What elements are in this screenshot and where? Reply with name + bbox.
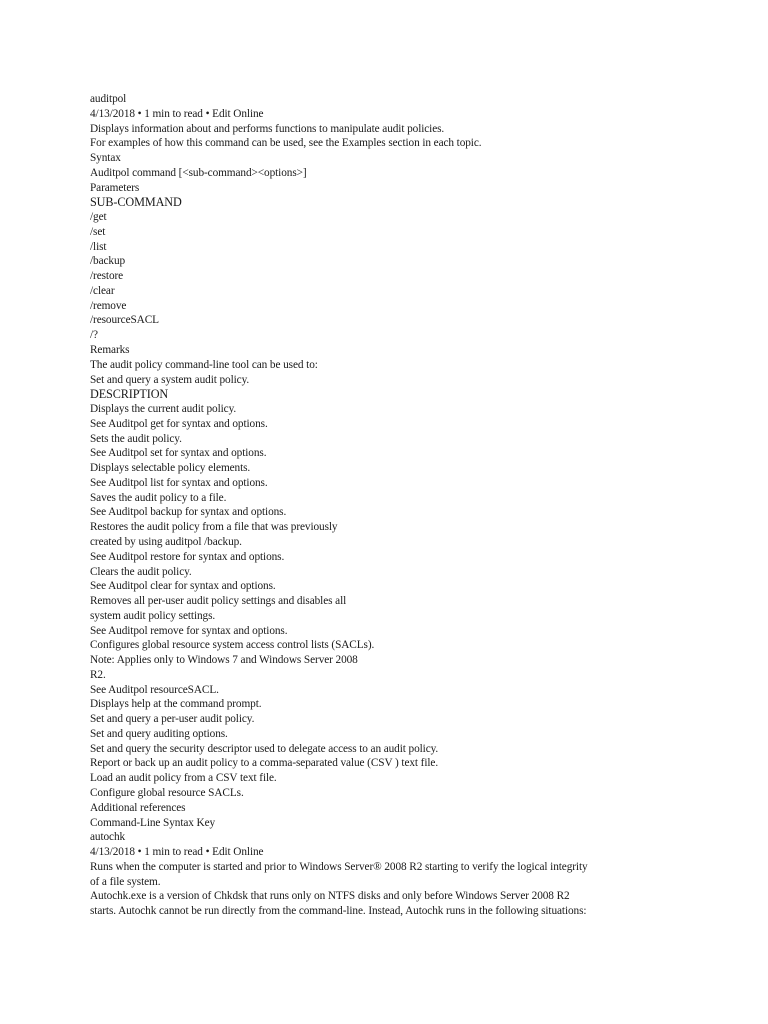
text-line-18: The audit policy command-line tool can be used to: — [90, 358, 318, 371]
text-line-25: Displays selectable policy elements. — [90, 462, 251, 475]
text-line-21: Displays the current audit policy. — [90, 403, 237, 416]
text-line-16: /? — [90, 329, 98, 342]
text-line-41: Displays help at the command prompt. — [90, 698, 262, 711]
text-line-14: /remove — [90, 299, 127, 312]
text-line-28: See Auditpol backup for syntax and options. — [90, 506, 287, 519]
text-line-45: Report or back up an audit policy to a comma-separated value (CSV ) text file. — [90, 757, 439, 770]
text-line-20: DESCRIPTION — [90, 387, 169, 402]
text-line-54: Autochk.exe is a version of Chkdsk that runs only on NTFS disks and only before Windows Server 2008 R2 — [90, 890, 570, 903]
text-line-0: auditpol — [90, 93, 127, 105]
text-line-29: Restores the audit policy from a file that was previously — [90, 521, 338, 534]
text-line-46: Load an audit policy from a CSV text file. — [90, 772, 277, 785]
text-line-7: SUB-COMMAND — [90, 195, 182, 210]
text-line-43: Set and query auditing options. — [90, 727, 228, 740]
text-line-53: of a file system. — [90, 875, 161, 888]
text-line-33: See Auditpol clear for syntax and options. — [90, 580, 276, 593]
text-line-37: Configures global resource system access control lists (SACLs). — [90, 639, 375, 652]
text-line-11: /backup — [90, 255, 126, 268]
text-line-48: Additional references — [90, 801, 186, 814]
text-line-24: See Auditpol set for syntax and options. — [90, 447, 267, 460]
text-line-1: 4/13/2018 • 1 min to read • Edit Online — [90, 107, 264, 120]
text-line-23: Sets the audit policy. — [90, 432, 182, 445]
text-line-19: Set and query a system audit policy. — [90, 373, 250, 386]
text-line-3: For examples of how this command can be used, see the Examples section in each topic. — [90, 137, 482, 150]
document-page — [90, 92, 710, 919]
text-line-36: See Auditpol remove for syntax and options. — [90, 624, 288, 637]
text-line-51: 4/13/2018 • 1 min to read • Edit Online — [90, 846, 264, 859]
text-line-42: Set and query a per-user audit policy. — [90, 713, 255, 726]
text-line-2: Displays information about and performs functions to manipulate audit policies. — [90, 122, 445, 135]
text-line-9: /set — [90, 225, 106, 238]
text-line-22: See Auditpol get for syntax and options. — [90, 417, 268, 430]
text-line-17: Remarks — [90, 344, 130, 357]
text-line-12: /restore — [90, 270, 124, 283]
text-line-15: /resourceSACL — [90, 314, 159, 327]
text-line-47: Configure global resource SACLs. — [90, 786, 244, 799]
text-line-26: See Auditpol list for syntax and options. — [90, 476, 268, 489]
text-line-30: created by using auditpol /backup. — [90, 535, 242, 548]
text-line-40: See Auditpol resourceSACL. — [90, 683, 219, 696]
text-line-32: Clears the audit policy. — [90, 565, 192, 578]
text-line-52: Runs when the computer is started and prior to Windows Server® 2008 R2 starting to verify the logical integrity — [90, 860, 588, 873]
text-line-10: /list — [90, 240, 107, 253]
text-line-6: Parameters — [90, 181, 140, 194]
text-line-31: See Auditpol restore for syntax and options. — [90, 550, 285, 563]
text-line-8: /get — [90, 211, 107, 224]
text-line-13: /clear — [90, 284, 115, 297]
text-line-55: starts. Autochk cannot be run directly from the command-line. Instead, Autochk runs in the following situations: — [90, 905, 587, 918]
text-line-27: Saves the audit policy to a file. — [90, 491, 227, 504]
text-line-4: Syntax — [90, 152, 121, 165]
text-line-39: R2. — [90, 668, 106, 681]
text-line-44: Set and query the security descriptor used to delegate access to an audit policy. — [90, 742, 439, 755]
text-line-50: autochk — [90, 831, 126, 844]
text-line-34: Removes all per-user audit policy settings and disables all — [90, 595, 347, 608]
text-line-35: system audit policy settings. — [90, 609, 216, 622]
text-line-5: Auditpol command [<sub-command><options>] — [90, 166, 307, 179]
text-line-49: Command-Line Syntax Key — [90, 816, 216, 829]
text-line-38: Note: Applies only to Windows 7 and Windows Server 2008 — [90, 654, 358, 667]
